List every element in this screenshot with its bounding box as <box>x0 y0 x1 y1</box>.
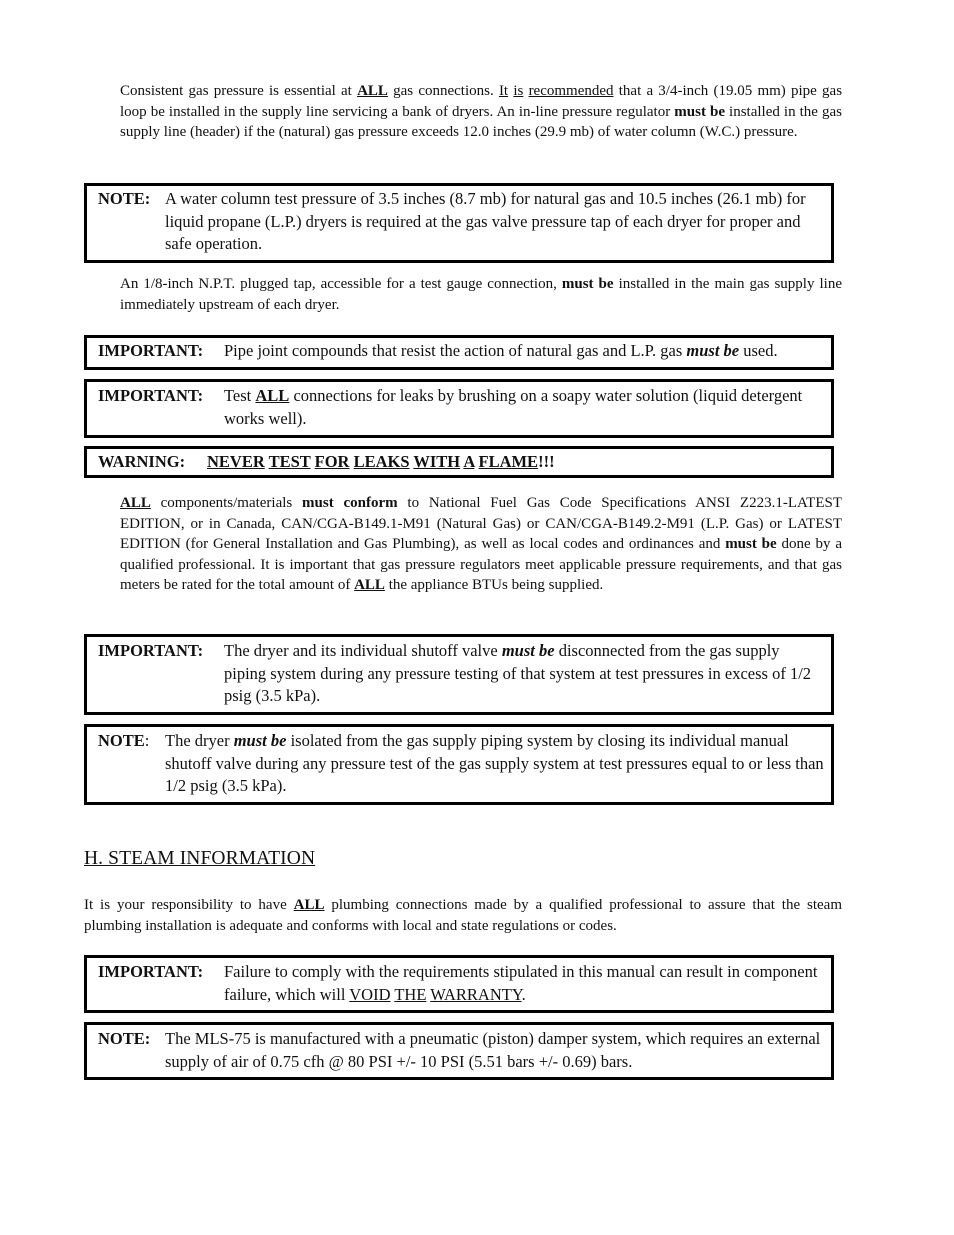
test-tap-paragraph <box>120 274 842 315</box>
note-label <box>98 730 165 798</box>
text-span: Failure to comply with the requirements stipulated in this manual can result in component failure, which will <box>224 962 818 1004</box>
emphasis-is: is <box>513 83 524 99</box>
important-text <box>224 385 825 430</box>
warning-word: A <box>463 452 475 471</box>
note-label: NOTE: <box>98 1029 151 1048</box>
text-span: done by a qualified professional. It is important that gas pressure regulators meet applicable pressure requirements, and that gas meters be rated for the total amount of <box>120 536 842 594</box>
text-span: isolated from the gas supply piping system by closing its individual manual shutoff valve during any pressure test of the gas supply system at test pressures equal to or less than 1/2 psig (3.5 kPa). <box>165 731 824 795</box>
text-span: . <box>521 984 526 1004</box>
emphasis-must-be: must be <box>674 103 725 120</box>
text-span: It is your responsibility to have <box>84 897 294 913</box>
warning-word: NEVER <box>207 452 265 471</box>
code-compliance-paragraph <box>120 493 842 596</box>
warning-word: FOR <box>314 452 350 471</box>
text-span: the appliance BTUs being supplied. <box>384 577 604 594</box>
emphasis-all: ALL <box>354 577 385 594</box>
text-span: Test <box>224 386 256 405</box>
warranty-word: WARRANTY <box>430 984 522 1004</box>
emphasis-all: ALL <box>357 83 388 99</box>
note-label-word: NOTE <box>98 731 145 750</box>
text-span: An 1/8-inch N.P.T. plugged tap, accessible for a test gauge connection, <box>120 276 562 292</box>
emphasis-must-conform: must conform <box>302 495 398 511</box>
important-label: IMPORTANT: <box>98 386 204 405</box>
warning-exclamation: !!! <box>538 452 555 471</box>
important-text <box>224 340 825 363</box>
emphasis-must-be: must be <box>686 341 740 360</box>
text-span: installed in the gas supply line (header) if the (natural) gas pressure exceeds 12.0 inches (29.9 mb) of water column (W.C.) pressure. <box>120 103 843 141</box>
note-text: The MLS-75 is manufactured with a pneumatic (piston) damper system, which requires an external supply of air of 0.75 cfh @ 80 PSI +/- 10 PSI (5.51 bars +/- 0.69) bars. <box>165 1029 821 1071</box>
note-box-isolate <box>84 724 834 805</box>
text-span: Consistent gas pressure is essential at <box>120 83 358 99</box>
note-label-colon: : <box>144 731 150 750</box>
important-text <box>224 961 825 1006</box>
emphasis-it: It <box>498 83 509 99</box>
important-box-warranty <box>84 955 834 1013</box>
text-span: installed in the main gas supply line immediately upstream of each dryer. <box>120 276 842 313</box>
important-label: IMPORTANT: <box>98 962 204 981</box>
text-span: The dryer and its individual shutoff valve <box>224 641 502 660</box>
warning-word: FLAME <box>478 452 539 471</box>
warranty-word: THE <box>394 984 427 1004</box>
emphasis-must-be: must be <box>501 641 555 660</box>
section-heading-steam: H. STEAM INFORMATION <box>84 848 316 869</box>
warning-label: WARNING: <box>98 452 186 471</box>
text-span: components/materials <box>150 495 303 511</box>
steam-responsibility-paragraph <box>84 895 842 936</box>
emphasis-must-be: must be <box>233 731 287 750</box>
text-span: gas connections. <box>387 83 499 99</box>
warning-word: WITH <box>413 452 461 471</box>
emphasis-must-be: must be <box>725 536 777 553</box>
text-span: Pipe joint compounds that resist the action of natural gas and L.P. gas <box>224 341 687 360</box>
emphasis-recommended: recommended <box>528 83 614 99</box>
important-box-disconnect <box>84 634 834 715</box>
gas-pressure-paragraph <box>120 81 842 143</box>
warranty-word: VOID <box>349 984 391 1004</box>
warning-word: LEAKS <box>353 452 410 471</box>
text-span: to National Fuel Gas Code Specifications ANSI Z223.1-LATEST EDITION, or in Canada, CAN/CGA-B149.1-M91 (Natural Gas) or CAN/CGA-B149.2-M91 (L.P. Gas) or LATEST EDITION (for General Installation and Gas Plumbing), as well as local codes and ordinances and <box>120 495 842 553</box>
note-label: NOTE: <box>98 189 151 208</box>
important-text <box>224 640 825 708</box>
emphasis-all: ALL <box>293 897 325 913</box>
important-box-leak-test <box>84 379 834 438</box>
warning-text <box>207 451 825 474</box>
text-span: that a 3/4-inch (19.05 mm) pipe gas loop be installed in the supply line servicing a bank of dryers. An in-line pressure regulator <box>120 83 843 120</box>
emphasis-must-be: must be <box>561 276 614 292</box>
note-box-water-column <box>84 183 834 263</box>
note-text: A water column test pressure of 3.5 inches (8.7 mb) for natural gas and 10.5 inches (26.1 mb) for liquid propane (L.P.) dryers is required at the gas valve pressure tap of each dryer for proper and safe operation. <box>165 189 806 253</box>
emphasis-all: ALL <box>120 495 151 511</box>
text-span: used. <box>739 341 778 360</box>
text-span: disconnected from the gas supply piping system during any pressure testing of that system at test pressures in excess of 1/2 psig (3.5 kPa). <box>224 641 812 705</box>
important-label: IMPORTANT: <box>98 341 204 360</box>
important-label: IMPORTANT: <box>98 641 204 660</box>
text-span: connections for leaks by brushing on a soapy water solution (liquid detergent works well). <box>224 386 803 428</box>
emphasis-all: ALL <box>255 386 290 405</box>
note-text <box>165 730 825 798</box>
text-span: The dryer <box>165 731 234 750</box>
note-box-pneumatic <box>84 1022 834 1080</box>
text-span: plumbing connections made by a qualified professional to assure that the steam plumbing installation is adequate and conforms with local and state regulations or codes. <box>84 897 842 934</box>
important-box-joint-compounds <box>84 335 834 370</box>
warning-box-flame <box>84 446 834 478</box>
warning-word: TEST <box>268 452 311 471</box>
